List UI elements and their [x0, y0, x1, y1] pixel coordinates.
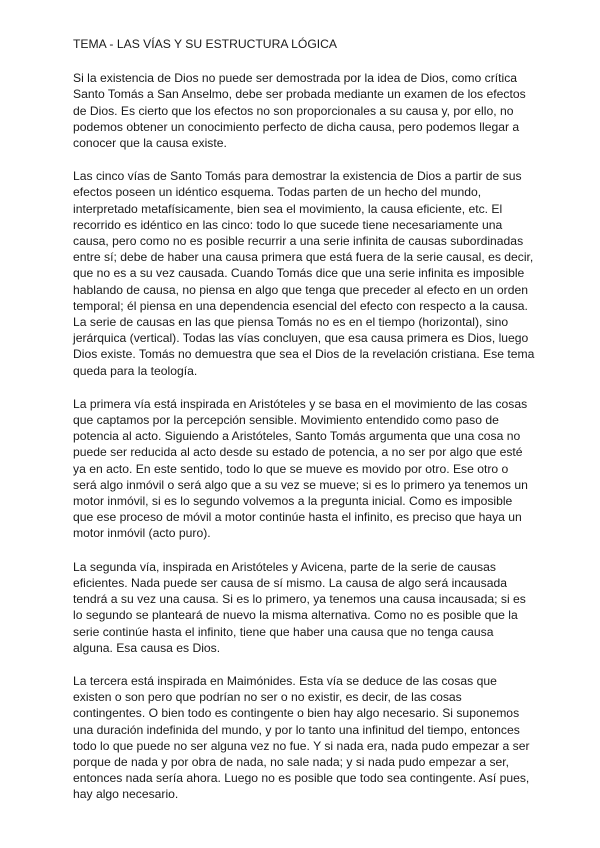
paragraph-first-way: La primera vía está inspirada en Aristóteles y se basa en el movimiento de las cosas que captamos por la percepción sensible. Movimiento entendido como paso de potencia al acto. Siguiendo a Aristóteles, Santo Tomás argumenta que una cosa no puede ser reducida al acto desde su estado de potencia, a no ser por algo que esté ya en acto. En este sentido, todo lo que se mueve es movido por otro. Ese otro o será algo inmóvil o será algo que a su vez se mueve; si es lo primero ya tenemos un motor inmóvil, si es lo segundo volvemos a la pregunta inicial. Como es imposible que ese proceso de móvil a motor continúe hasta el infinito, es preciso que haya un motor inmóvil (acto puro). — [73, 396, 528, 541]
document-title: TEMA - LAS VÍAS Y SU ESTRUCTURA LÓGICA — [73, 37, 338, 51]
paragraph-intro: Si la existencia de Dios no puede ser demostrada por la idea de Dios, como crítica Santo Tomás a San Anselmo, debe ser probada mediante un examen de los efectos de Dios. Es cierto que los efectos no son proporcionales a su causa y, por ello, no podemos obtener un conocimiento perfecto de dicha causa, pero podemos llegar a conocer que la causa existe. — [73, 71, 526, 151]
paragraph-third-way: La tercera está inspirada en Maimónides. Esta vía se deduce de las cosas que existen o son pero que podrían no ser o no existir, es decir, de las cosas contingentes. O bien todo es contingente o bien hay algo necesario. Si suponemos una duración indefinida del mundo, y por lo tanto una infinitud del tiempo, entonces todo lo que puede no ser alguna vez no fue. Y si nada era, nada pudo empezar a ser porque de nada y por obra de nada, no sale nada; y si nada pudo empezar a ser, entonces nada sería ahora. Luego no es posible que todo sea contingente. Así pues, hay algo necesario. — [73, 673, 530, 802]
paragraph-second-way: La segunda vía, inspirada en Aristóteles y Avicena, parte de la serie de causas eficientes. Nada puede ser causa de sí mismo. La causa de algo será incausada tendrá a su vez una causa. Si es lo primero, ya tenemos una causa incausada; si es lo segundo se planteará de nuevo la misma alternativa. Como no es posible que la serie continúe hasta el infinito, tiene que haber una causa que no tenga causa alguna. Esa causa es Dios. — [73, 559, 526, 655]
paragraph-five-ways: Las cinco vías de Santo Tomás para demostrar la existencia de Dios a partir de sus efectos poseen un idéntico esquema. Todas parten de un hecho del mundo, interpretado metafísicamente, bien sea el movimiento, la causa eficiente, etc. El recorrido es idéntico en las cinco: todo lo que sucede tiene necesariamente una causa, pero como no es posible recurrir a una serie infinita de causas subordinadas entre sí; debe de haber una causa primera que está fuera de la serie causal, es decir, que no es a su vez causada. Cuando Tomás dice que una serie infinita es imposible hablando de causa, no piensa en algo que tenga que preceder al efecto en un orden temporal; él piensa en una dependencia esencial del efecto con respecto a la causa. La serie de causas en las que piensa Tomás no es en el tiempo (horizontal), sino jerárquica (vertical). Todas las vías concluyen, que esa causa primera es Dios, luego Dios existe. Tomás no demuestra que sea el Dios de la revelación cristiana. Ese tema queda para la teología. — [73, 169, 535, 378]
document-body — [73, 36, 535, 820]
